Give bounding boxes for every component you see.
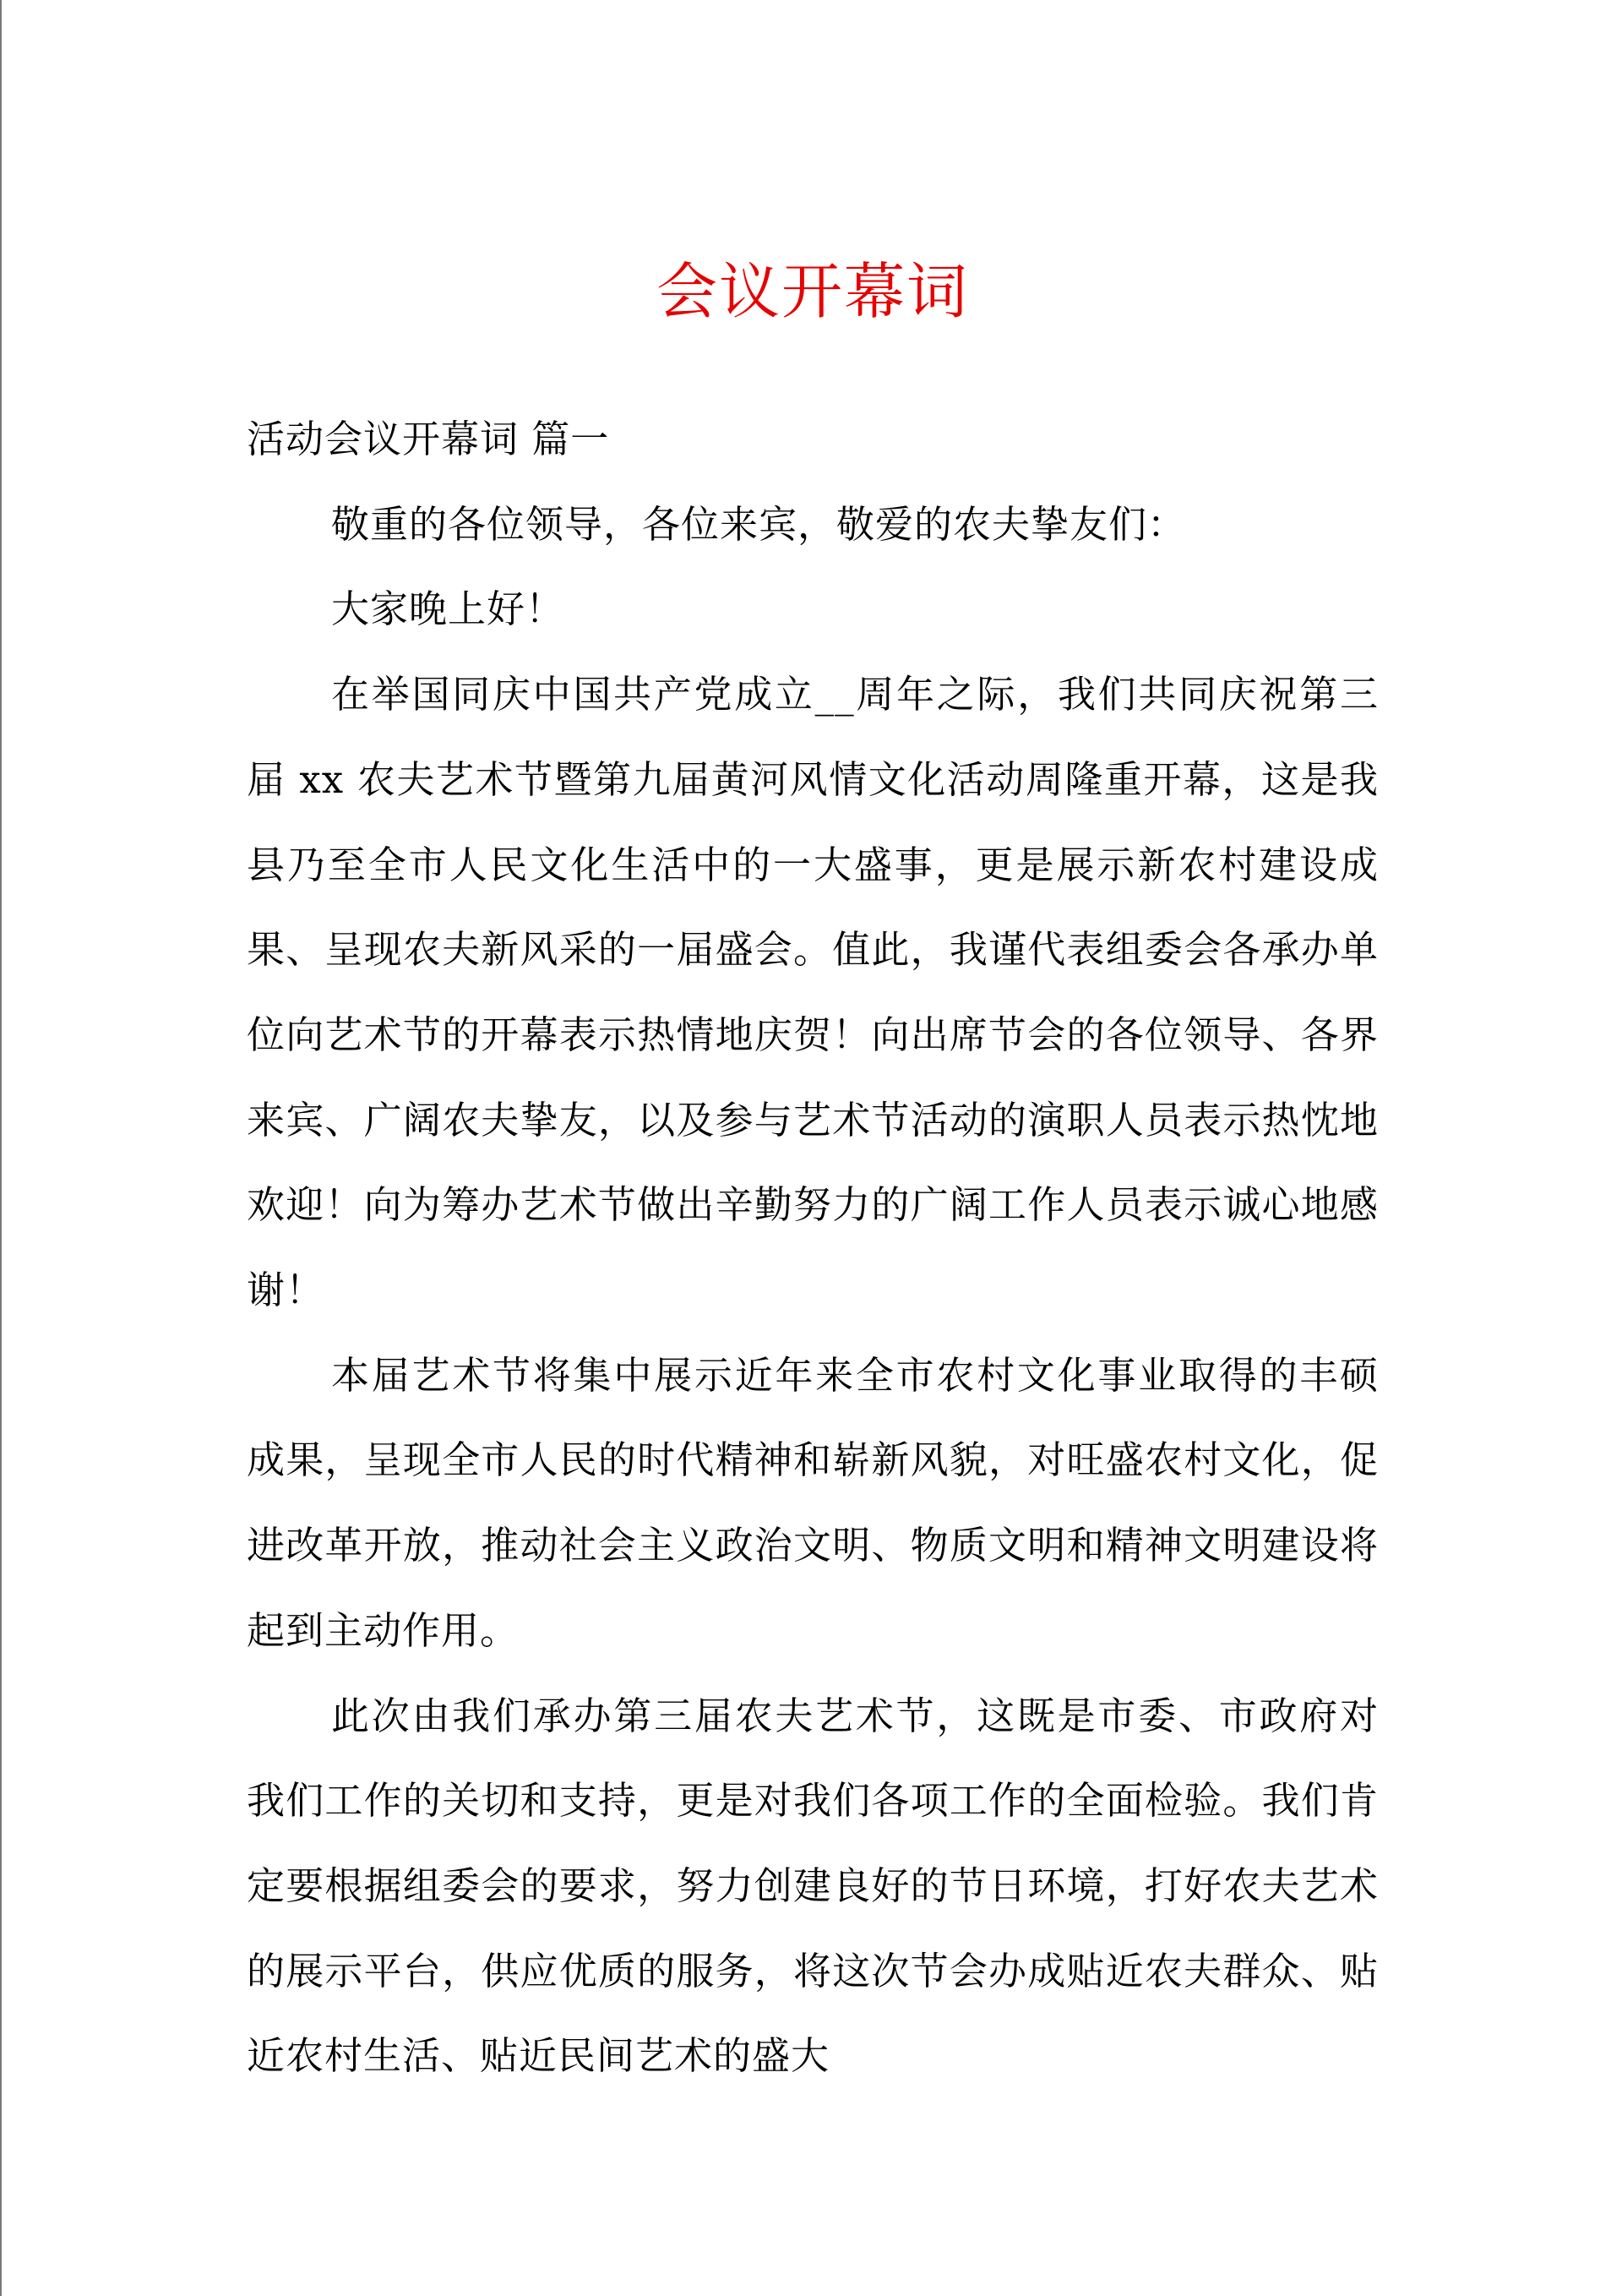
salutation-paragraph: 敬重的各位领导，各位来宾，敬爱的农夫挚友们： <box>331 501 1187 547</box>
body-paragraph: 本届艺术节将集中展示近年来全市农村文化事业取得的丰硕成果，呈现全市人民的时代精神和崭新风貌，对旺盛农村文化，促进改革开放，推动社会主义政治文明、物质文明和精神文明建设将起到主动作用。 <box>247 1352 1379 1653</box>
document-body <box>247 397 1379 2099</box>
section-heading: 活动会议开幕词 篇一 <box>247 417 610 461</box>
body-paragraph: 在举国同庆中国共产党成立__周年之际，我们共同庆祝第三届 xx 农夫艺术节暨第九届黄河风情文化活动周隆重开幕，这是我县乃至全市人民文化生活中的一大盛事，更是展示新农村建设成果、呈现农夫新风采的一届盛会。值此，我谨代表组委会各承办单位向艺术节的开幕表示热情地庆贺！向出席节会的各位领导、各界来宾、广阔农夫挚友，以及参与艺术节活动的演职人员表示热忱地欢迎！向为筹办艺术节做出辛勤努力的广阔工作人员表示诚心地感谢！ <box>247 672 1379 1313</box>
greeting-paragraph: 大家晚上好！ <box>331 586 565 632</box>
body-paragraph: 此次由我们承办第三届农夫艺术节，这既是市委、市政府对我们工作的关切和支持，更是对我们各项工作的全面检验。我们肯定要根据组委会的要求，努力创建良好的节日环境，打好农夫艺术的展示平台，供应优质的服务，将这次节会办成贴近农夫群众、贴近农村生活、贴近民间艺术的盛大 <box>247 1693 1379 2079</box>
document-title: 会议开幕词 <box>656 256 969 327</box>
